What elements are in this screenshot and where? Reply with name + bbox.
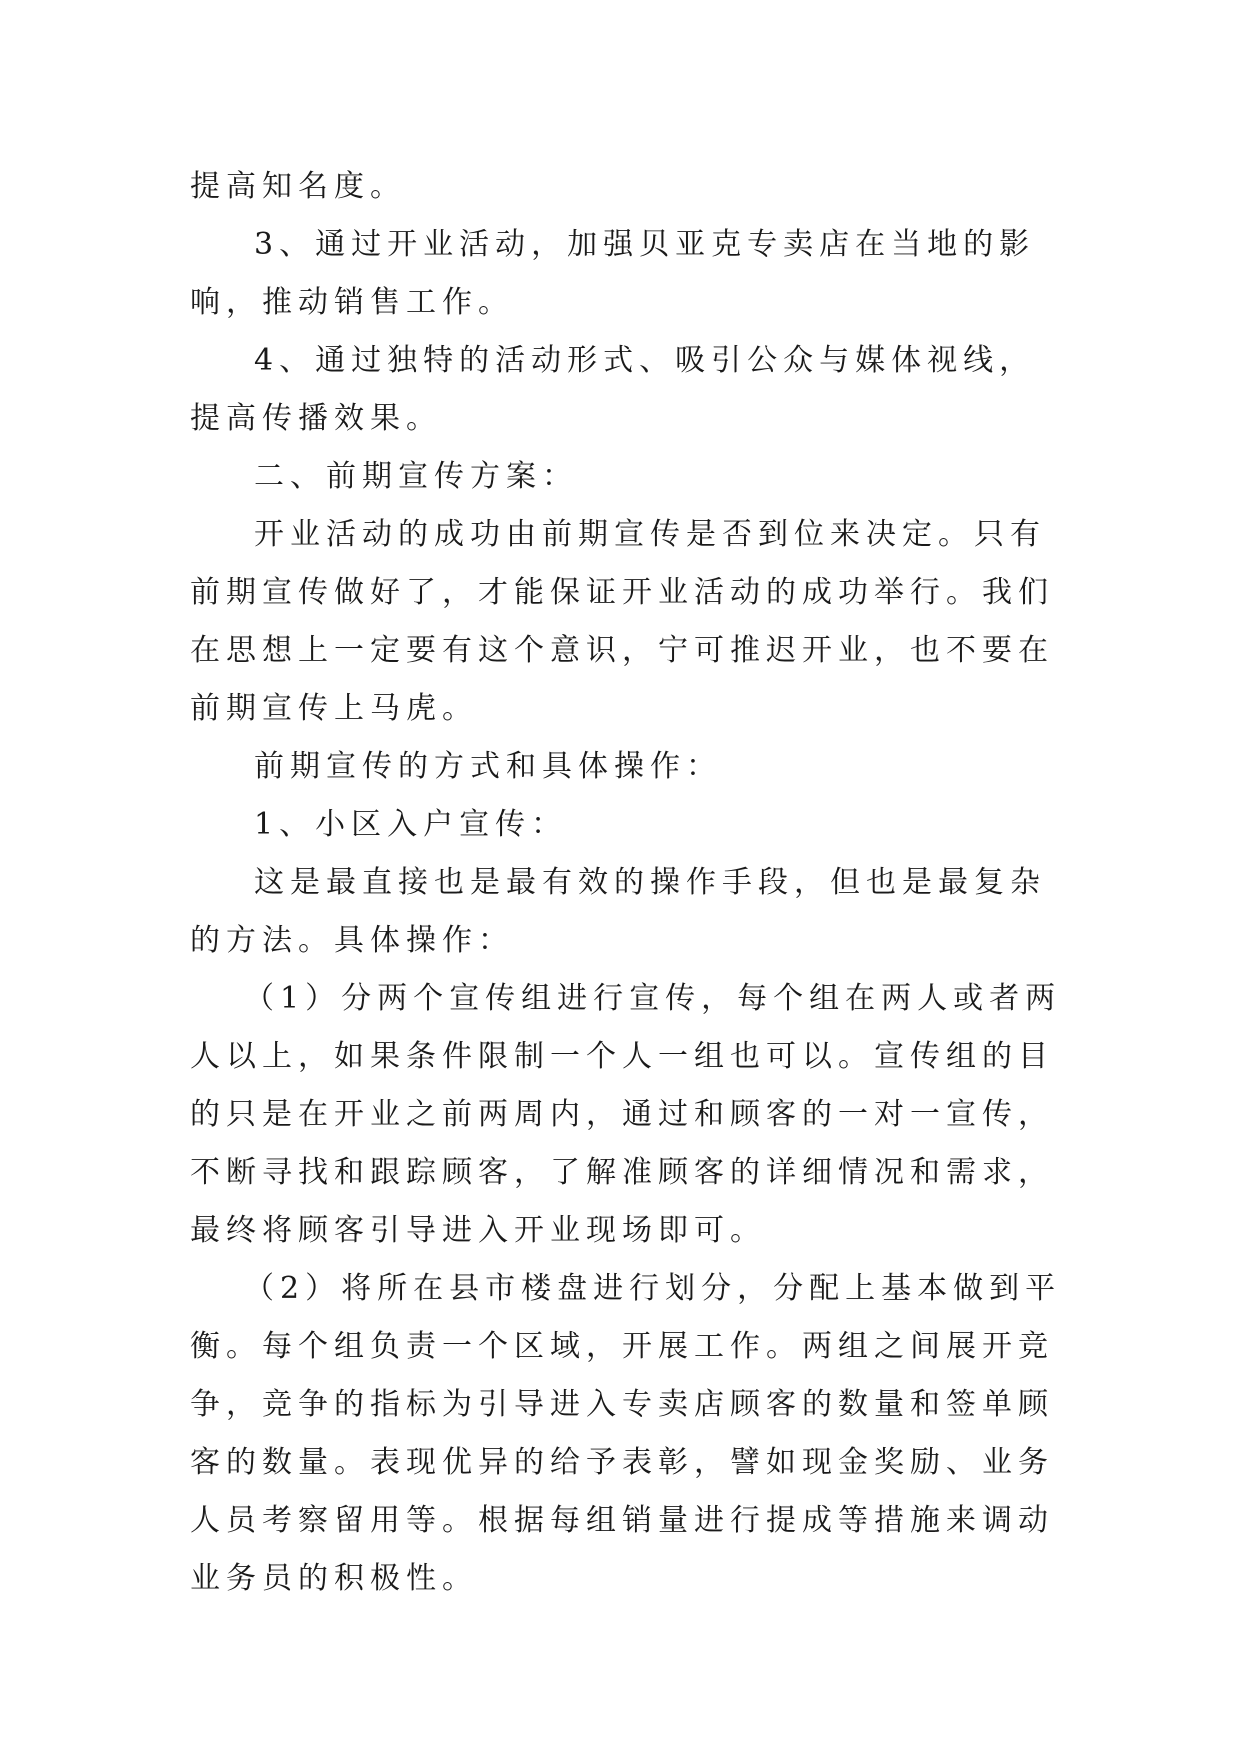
paragraph-continuation: 提高知名度。 — [190, 169, 406, 204]
paragraph-intro: 开业活动的成功由前期宣传是否到位来决定。只有前期宣传做好了，才能保证开业活动的成功举行。我们在思想上一定要有这个意识，宁可推迟开业，也不要在前期宣传上马虎。 — [190, 517, 1054, 726]
paragraph-methods-heading: 前期宣传的方式和具体操作： — [254, 749, 722, 784]
subsection-heading: 1、小区入户宣传： — [254, 807, 568, 842]
paragraph-item-3: 3、通过开业活动，加强贝亚克专卖店在当地的影响，推动销售工作。 — [190, 227, 1036, 320]
document-body — [190, 158, 1070, 1608]
section-heading: 二、前期宣传方案： — [254, 459, 578, 494]
paragraph-description: 这是最直接也是最有效的操作手段，但也是最复杂的方法。具体操作： — [190, 865, 1046, 958]
paragraph-item-4: 4、通过独特的活动形式、吸引公众与媒体视线，提高传播效果。 — [190, 343, 1036, 436]
paragraph-step-2: （2）将所在县市楼盘进行划分，分配上基本做到平衡。每个组负责一个区域，开展工作。两组之间展开竞争，竞争的指标为引导进入专卖店顾客的数量和签单顾客的数量。表现优异的给予表彰，譬如现金奖励、业务人员考察留用等。根据每组销量进行提成等措施来调动业务员的积极性。 — [190, 1271, 1062, 1596]
paragraph-step-1: （1）分两个宣传组进行宣传，每个组在两人或者两人以上，如果条件限制一个人一组也可以。宣传组的目的只是在开业之前两周内，通过和顾客的一对一宣传，不断寻找和跟踪顾客，了解准顾客的详细情况和需求，最终将顾客引导进入开业现场即可。 — [190, 981, 1062, 1248]
